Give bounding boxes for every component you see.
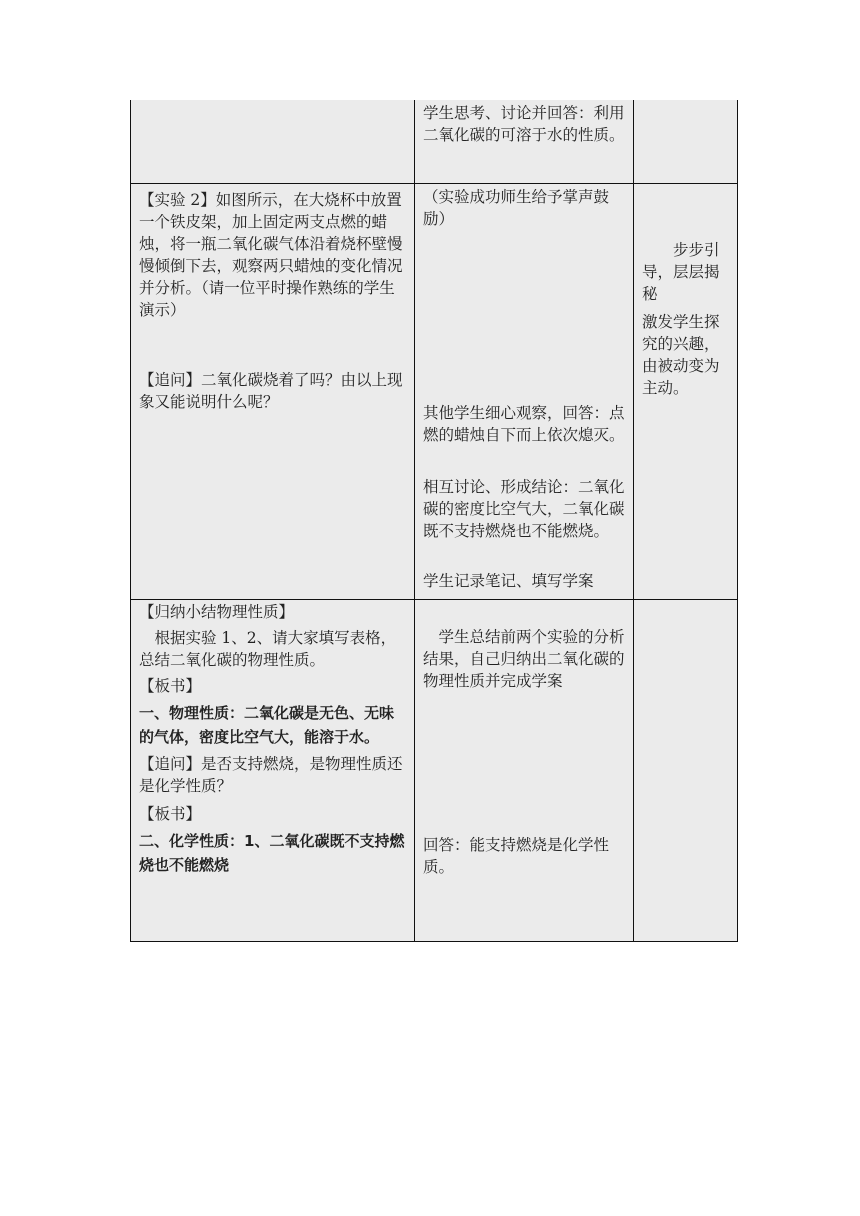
step-guidance-text: 步步引导，层层揭秘 xyxy=(642,241,720,303)
design-intent-cell xyxy=(634,184,736,599)
table-row xyxy=(130,600,738,942)
motivation-text: 激发学生探究的兴趣，由被动变为主动。 xyxy=(642,313,720,397)
experiment-2-text: 【实验 2】如图所示，在大烧杯中放置一个铁皮架，加上固定两支点燃的蜡烛，将一瓶二氧化碳气体沿着烧杯壁慢慢倾倒下去，观察两只蜡烛的变化情况并分析。（请一位平时操作熟练的学生演示） xyxy=(139,191,403,319)
design-intent-cell xyxy=(634,600,736,941)
table-row xyxy=(130,184,738,600)
student-answer-text: 回答：能支持燃烧是化学性质。 xyxy=(423,836,610,876)
summary-heading: 【归纳小结物理性质】 xyxy=(139,603,295,621)
teacher-activity-cell xyxy=(131,184,415,599)
discussion-conclusion: 相互讨论、形成结论：二氧化碳的密度比空气大，二氧化碳既不支持燃烧也不能燃烧。 xyxy=(423,478,625,540)
student-summary-text: 学生总结前两个实验的分析结果，自己归纳出二氧化碳的物理性质并完成学案 xyxy=(423,628,625,690)
follow-up-question: 【追问】是否支持燃烧，是物理性质还是化学性质？ xyxy=(139,755,403,795)
physical-properties-text: 一、物理性质：二氧化碳是无色、无味的气体，密度比空气大，能溶于水。 xyxy=(139,704,395,746)
student-activity-cell xyxy=(415,100,634,183)
student-activity-cell xyxy=(415,184,634,599)
teacher-activity-cell xyxy=(131,100,415,183)
note-taking: 学生记录笔记、填写学案 xyxy=(423,572,594,590)
blackboard-label: 【板书】 xyxy=(139,805,202,823)
follow-up-question: 【追问】二氧化碳烧着了吗？由以上现象又能说明什么呢？ xyxy=(139,371,403,411)
student-answer-text: 学生思考、讨论并回答：利用二氧化碳的可溶于水的性质。 xyxy=(423,104,625,144)
summary-instruction: 根据实验 1、2、请大家填写表格，总结二氧化碳的物理性质。 xyxy=(139,629,397,669)
teacher-activity-cell xyxy=(131,600,415,941)
student-activity-cell xyxy=(415,600,634,941)
blackboard-label: 【板书】 xyxy=(139,677,202,695)
observation-answer: 其他学生细心观察，回答：点燃的蜡烛自下而上依次熄灭。 xyxy=(423,404,625,444)
applause-note: （实验成功师生给予掌声鼓励） xyxy=(423,188,610,228)
chemical-properties-text: 二、化学性质：1、二氧化碳既不支持燃烧也不能燃烧 xyxy=(139,832,405,874)
lesson-table xyxy=(130,100,738,942)
table-row xyxy=(130,100,738,184)
design-intent-cell xyxy=(634,100,736,183)
